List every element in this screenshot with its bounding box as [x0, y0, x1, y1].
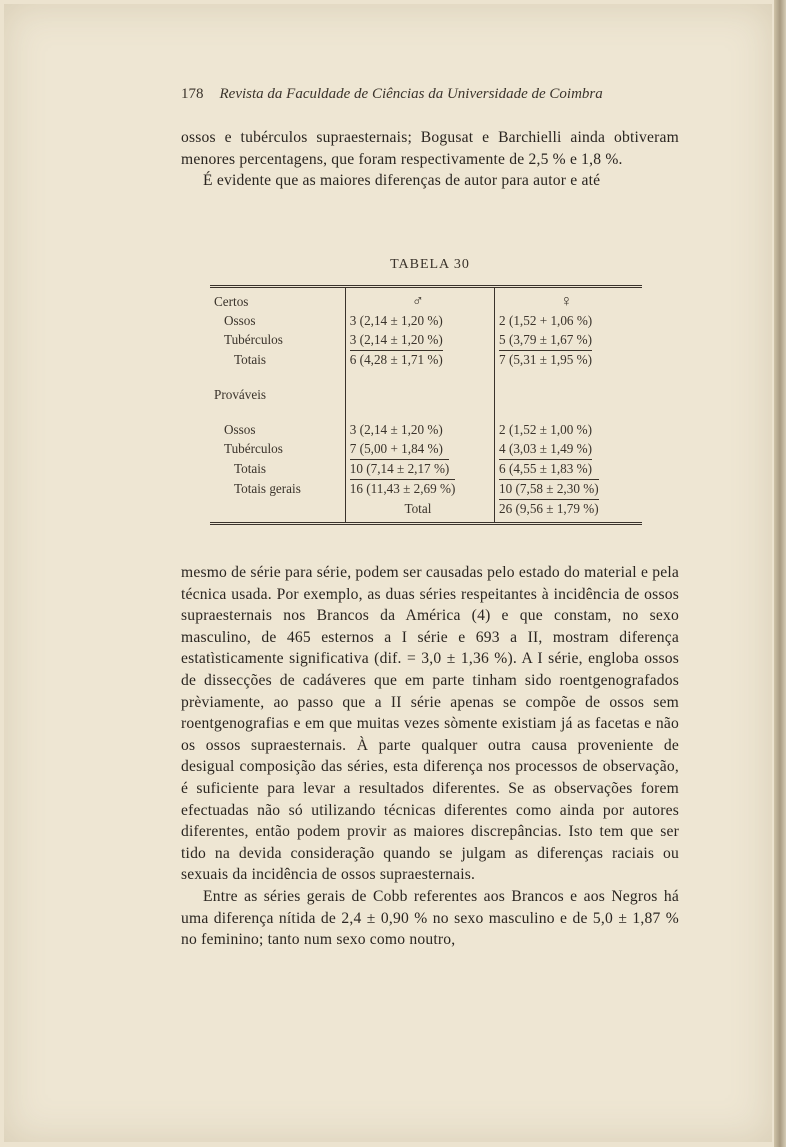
table-row: [210, 349, 642, 369]
male-cell: 3 (2,14 ± 1,20 %): [345, 330, 494, 349]
row-label: Ossos: [224, 313, 256, 328]
female-cell: 2 (1,52 ± 1,00 %): [499, 422, 592, 437]
male-cell: 16 (11,43 ± 2,69 %): [349, 481, 456, 496]
table-row: [210, 478, 642, 498]
row-label: Tubérculos: [224, 332, 283, 347]
row-label: Ossos: [224, 422, 256, 437]
female-cell: 6 (4,55 ± 1,83 %): [499, 461, 592, 476]
page-edge: [774, 0, 786, 1147]
journal-title: Revista da Faculdade de Ciências da Universidade de Coimbra: [219, 86, 603, 102]
row-label: Tubérculos: [224, 441, 283, 456]
table-row: [210, 439, 642, 458]
total-value: 26 (9,56 ± 1,79 %): [499, 501, 599, 516]
table-row: [210, 458, 642, 478]
paragraph-1: [181, 127, 679, 192]
paragraph-2-text: É evidente que as maiores diferenças de autor para autor e até: [203, 172, 601, 190]
female-cell: 4 (3,03 ± 1,49 %): [499, 441, 592, 456]
male-cell: 3 (2,14 ± 1,20 %): [345, 311, 494, 330]
table-row: [210, 311, 642, 330]
female-cell: 2 (1,52 + 1,06 %): [499, 313, 593, 328]
female-cell: 10 (7,58 ± 2,30 %): [499, 481, 599, 496]
paragraph-3: [181, 562, 679, 951]
group-label-provaveis: Prováveis: [214, 387, 267, 402]
male-cell: 6 (4,28 ± 1,71 %): [349, 352, 443, 367]
page-number: 178: [181, 86, 204, 102]
male-cell: 7 (5,00 + 1,84 %): [345, 439, 494, 458]
male-symbol: ♂: [345, 292, 494, 311]
row-label: Totais: [234, 461, 267, 476]
table-row: [210, 420, 642, 439]
female-cell: 7 (5,31 ± 1,95 %): [499, 352, 592, 367]
table-caption: TABELA 30: [390, 257, 470, 272]
paragraph-3-text: mesmo de série para série, podem ser causadas pelo estado do material e pela técnica usada. Por exemplo, as duas séries respeitantes à incidência de ossos supraesternais nos Brancos da América (4) e que constam, no sexo masculino, de 465 esternos a I série e 693 a II, mostram diferença estatìsticamente significativa (dif. = 3,0 ± 1,36 %). A I série, engloba ossos de dissecções de cadáveres que em parte tinham sido roentgenografados prèviamente, ao passo que a II série apenas se compõe de ossos sem roentgenografias e em que muitas vezes sòmente existiam já as facetas e não os ossos supraesternais. À parte qualquer outra causa proveniente de desigual composição das séries, esta diferença nos processos de observação, é suficiente para levar a resultados diferentes. Se as observações forem efectuadas não só utilizando técnicas diferentes como ainda por autores diferentes, então podem provir as maiores discrepâncias. Isto tem que ser tido na devida consideração quando se julgam as diferenças raciais ou sexuais da incidência de ossos supraesternais.: [181, 564, 679, 884]
table-row: [210, 330, 642, 349]
female-cell: 5 (3,79 ± 1,67 %): [499, 332, 592, 347]
male-cell: 3 (2,14 ± 1,20 %): [345, 420, 494, 439]
running-header: [181, 86, 641, 103]
paragraph-4-text: Entre as séries gerais de Cobb referentes aos Brancos e aos Negros há uma diferença nítida de 2,4 ± 0,90 % no sexo masculino e de 5,0 ± 1,87 % no feminino; tanto num sexo como noutro,: [181, 887, 679, 949]
table-row-total: [210, 498, 642, 518]
row-label: Totais gerais: [234, 481, 301, 496]
row-label: Totais: [234, 352, 267, 367]
total-label: Total: [345, 498, 494, 518]
paragraph-1-text: ossos e tubérculos supraesternais; Bogusat e Barchielli ainda obtiveram menores percentagens, que foram respectivamente de 2,5 % e 1,8 %.: [181, 129, 679, 168]
female-symbol: ♀: [560, 293, 573, 310]
group-label-certos: Certos: [214, 294, 249, 309]
table-30: [210, 285, 642, 525]
male-cell: 10 (7,14 ± 2,17 %): [349, 461, 450, 476]
